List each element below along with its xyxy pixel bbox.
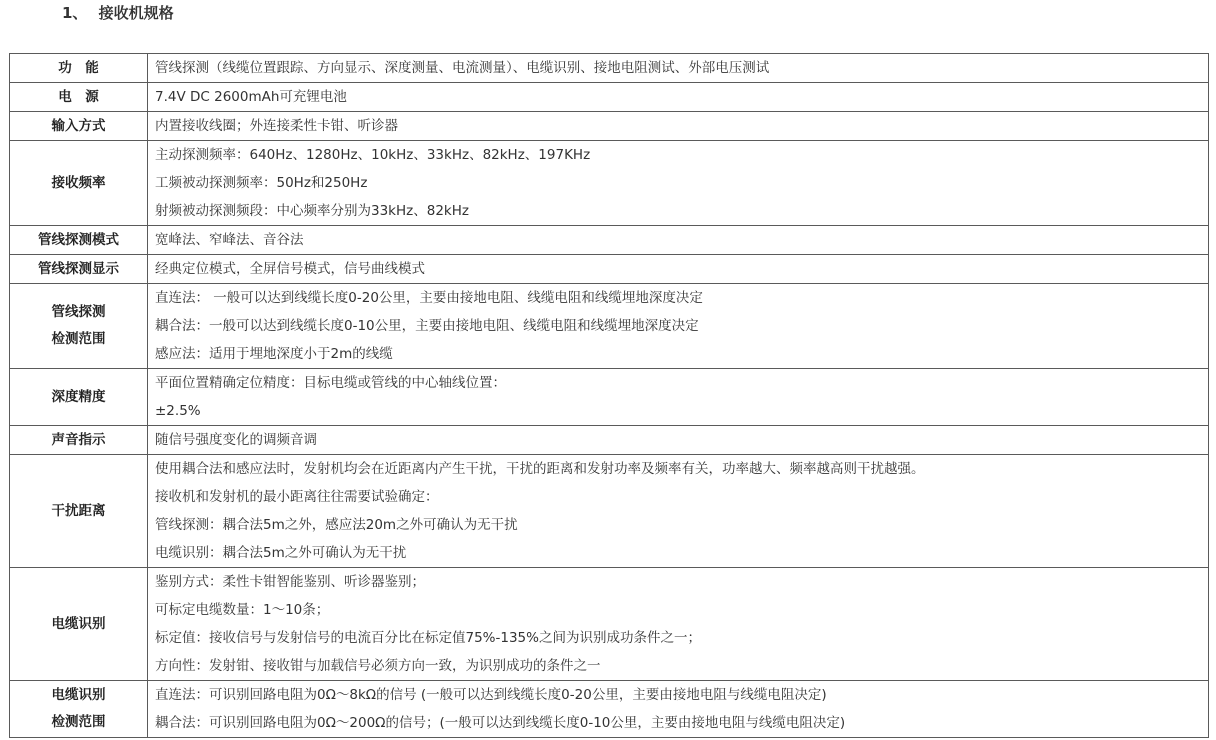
spec-value-line: 使用耦合法和感应法时，发射机均会在近距离内产生干扰，干扰的距离和发射功率及频率有关，功率越大、频率越高则干扰越强。 — [155, 461, 925, 477]
spec-value-line: ±2.5% — [155, 403, 201, 419]
spec-label-line: 输入方式 — [51, 117, 106, 134]
spec-value-line: 方向性：发射钳、接收钳与加载信号必须方向一致，为识别成功的条件之一 — [155, 658, 601, 674]
spec-row — [10, 284, 1209, 369]
spec-row — [10, 568, 1209, 681]
spec-value — [148, 568, 1209, 681]
spec-label — [10, 112, 148, 141]
spec-label-line: 电缆识别 — [51, 687, 106, 703]
spec-value-line: 工频被动探测频率：50Hz和250Hz — [155, 175, 368, 191]
section-number: 1、 — [62, 4, 88, 22]
spec-value — [148, 284, 1209, 369]
spec-row — [10, 226, 1209, 255]
spec-row — [10, 83, 1209, 112]
spec-value — [148, 455, 1209, 568]
spec-value-line: 经典定位模式，全屏信号模式，信号曲线模式 — [155, 261, 425, 277]
section-heading — [62, 2, 174, 23]
spec-value-line: 耦合法：一般可以达到线缆长度0-10公里，主要由接地电阻、线缆电阻和线缆埋地深度决定 — [155, 318, 699, 334]
spec-row — [10, 455, 1209, 568]
spec-value-line: 管线探测：耦合法5m之外，感应法20m之外可确认为无干扰 — [155, 517, 518, 533]
spec-row — [10, 426, 1209, 455]
spec-value-line: 耦合法：可识别回路电阻为0Ω～200Ω的信号；(一般可以达到线缆长度0-10公里，主要由接地电阻与线缆电阻决定) — [155, 715, 846, 731]
spec-value-line: 7.4V DC 2600mAh可充锂电池 — [155, 89, 347, 105]
spec-label — [10, 455, 148, 568]
spec-label — [10, 681, 148, 738]
spec-value-line: 宽峰法、窄峰法、音谷法 — [155, 232, 304, 248]
spec-row — [10, 255, 1209, 284]
spec-row — [10, 681, 1209, 738]
spec-row — [10, 112, 1209, 141]
spec-value-line: 鉴别方式：柔性卡钳智能鉴别、听诊器鉴别； — [155, 574, 425, 590]
spec-label-line: 干扰距离 — [51, 502, 106, 519]
spec-value — [148, 226, 1209, 255]
spec-value-line: 电缆识别：耦合法5m之外可确认为无干扰 — [155, 545, 407, 561]
spec-label-line: 电缆识别 — [51, 615, 106, 632]
spec-value-line: 内置接收线圈；外连接柔性卡钳、听诊器 — [155, 118, 398, 134]
spec-value — [148, 255, 1209, 284]
spec-label — [10, 568, 148, 681]
spec-label — [10, 141, 148, 226]
spec-value-line: 随信号强度变化的调频音调 — [155, 432, 317, 448]
spec-label-line: 电 源 — [58, 88, 99, 105]
spec-label-line: 功 能 — [58, 59, 99, 76]
spec-value-line: 平面位置精确定位精度：目标电缆或管线的中心轴线位置： — [155, 375, 506, 391]
spec-value — [148, 141, 1209, 226]
spec-value — [148, 369, 1209, 426]
spec-label-line: 接收频率 — [51, 174, 106, 191]
spec-row — [10, 369, 1209, 426]
spec-label-line: 声音指示 — [51, 431, 106, 448]
spec-label — [10, 54, 148, 83]
spec-value — [148, 426, 1209, 455]
spec-value — [148, 112, 1209, 141]
spec-label-line: 检测范围 — [51, 714, 106, 730]
spec-value-line: 射频被动探测频段：中心频率分别为33kHz、82kHz — [155, 203, 469, 219]
spec-label — [10, 284, 148, 369]
receiver-spec-table — [9, 53, 1209, 738]
spec-label-line: 管线探测显示 — [38, 260, 119, 277]
spec-value-line: 直连法： 一般可以达到线缆长度0-20公里，主要由接地电阻、线缆电阻和线缆埋地深度决定 — [155, 290, 703, 306]
spec-value-line: 接收机和发射机的最小距离往往需要试验确定： — [155, 489, 439, 505]
spec-value-line: 直连法：可识别回路电阻为0Ω～8kΩ的信号 (一般可以达到线缆长度0-20公里，主要由接地电阻与线缆电阻决定) — [155, 687, 827, 703]
spec-value — [148, 681, 1209, 738]
spec-label-line: 管线探测模式 — [38, 231, 119, 248]
spec-value-line: 可标定电缆数量：1～10条； — [155, 602, 330, 618]
section-title: 接收机规格 — [98, 4, 174, 22]
spec-value-line: 标定值：接收信号与发射信号的电流百分比在标定值75%-135%之间为识别成功条件之一； — [155, 630, 701, 646]
spec-value — [148, 83, 1209, 112]
spec-label-line: 检测范围 — [51, 331, 106, 347]
spec-label — [10, 369, 148, 426]
spec-label-line: 深度精度 — [51, 388, 106, 405]
spec-label — [10, 83, 148, 112]
spec-row — [10, 54, 1209, 83]
spec-value-line: 感应法：适用于埋地深度小于2m的线缆 — [155, 346, 393, 362]
spec-label-line: 管线探测 — [51, 304, 106, 320]
spec-value-line: 主动探测频率：640Hz、1280Hz、10kHz、33kHz、82kHz、197KHz — [155, 147, 591, 163]
spec-row — [10, 141, 1209, 226]
spec-value-line: 管线探测（线缆位置跟踪、方向显示、深度测量、电流测量）、电缆识别、接地电阻测试、外部电压测试 — [155, 60, 770, 76]
spec-label — [10, 426, 148, 455]
spec-label — [10, 226, 148, 255]
spec-value — [148, 54, 1209, 83]
spec-label — [10, 255, 148, 284]
